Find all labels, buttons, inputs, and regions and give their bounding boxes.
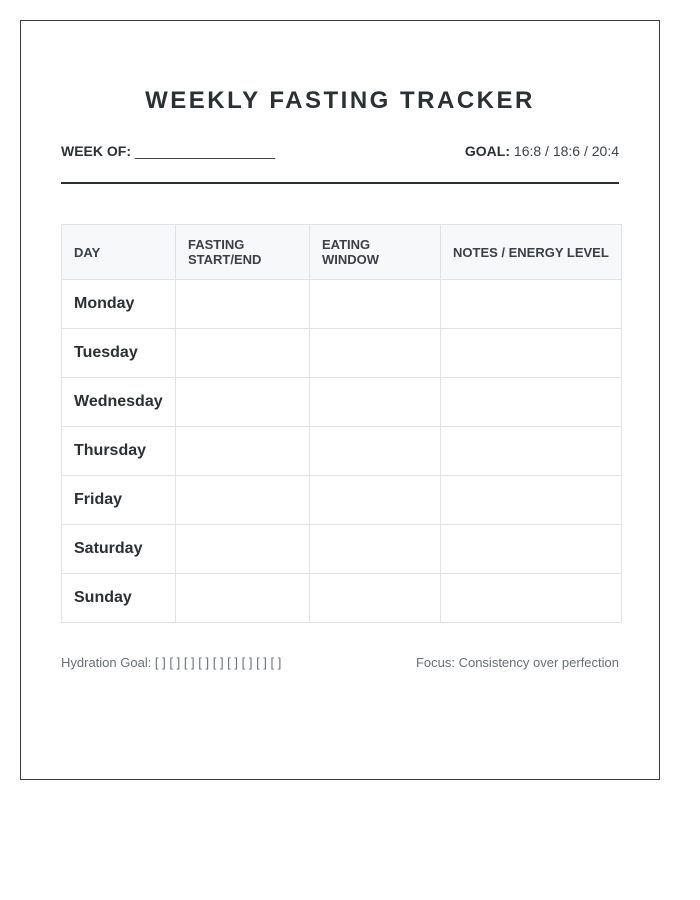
eating-window-cell xyxy=(310,574,441,623)
notes-cell xyxy=(441,476,622,525)
page-title: WEEKLY FASTING TRACKER xyxy=(145,87,535,114)
fasting-cell xyxy=(176,476,310,525)
header-divider xyxy=(61,182,619,184)
notes-cell xyxy=(441,574,622,623)
column-header-notes-text: NOTES / ENERGY LEVEL xyxy=(453,244,609,260)
column-header-eating-line1: EATING xyxy=(322,237,371,252)
column-header-eating xyxy=(310,225,441,280)
table-row xyxy=(62,280,622,329)
table-header-row xyxy=(62,225,622,280)
column-header-day-text: DAY xyxy=(74,244,101,260)
table-row xyxy=(62,476,622,525)
column-header-fasting-line1: FASTING xyxy=(188,237,245,252)
fasting-cell xyxy=(176,574,310,623)
table-row xyxy=(62,525,622,574)
notes-cell xyxy=(441,525,622,574)
notes-cell xyxy=(441,378,622,427)
table-row xyxy=(62,574,622,623)
column-header-eating-line2: WINDOW xyxy=(322,252,380,267)
eating-window-cell xyxy=(310,280,441,329)
fasting-cell xyxy=(176,378,310,427)
day-cell: Tuesday xyxy=(62,329,176,378)
fasting-cell xyxy=(176,525,310,574)
eating-window-cell xyxy=(310,329,441,378)
day-cell: Friday xyxy=(62,476,176,525)
column-header-notes xyxy=(441,225,622,280)
tracker-sheet xyxy=(20,20,660,780)
day-cell: Wednesday xyxy=(62,378,176,427)
table-row xyxy=(62,329,622,378)
day-cell: Thursday xyxy=(62,427,176,476)
meta-row xyxy=(61,143,619,163)
goal-field xyxy=(465,143,619,159)
focus-note: Focus: Consistency over perfection xyxy=(415,655,619,670)
hydration-goal: Hydration Goal: [ ] [ ] [ ] [ ] [ ] [ ] [ ] [ ] [ ] xyxy=(61,655,282,670)
eating-window-cell xyxy=(310,378,441,427)
notes-cell xyxy=(441,329,622,378)
day-cell: Saturday xyxy=(62,525,176,574)
fasting-cell xyxy=(176,427,310,476)
week-of-label: WEEK OF: xyxy=(61,143,131,159)
column-header-fasting xyxy=(176,225,310,280)
fasting-cell xyxy=(176,329,310,378)
eating-window-cell xyxy=(310,476,441,525)
notes-cell xyxy=(441,280,622,329)
eating-window-cell xyxy=(310,427,441,476)
week-of-blank: __________________ xyxy=(134,143,276,159)
day-cell: Monday xyxy=(62,280,176,329)
table-row xyxy=(62,378,622,427)
week-of-field xyxy=(61,143,275,159)
day-cell: Sunday xyxy=(62,574,176,623)
table-row xyxy=(62,427,622,476)
goal-value: 16:8 / 18:6 / 20:4 xyxy=(513,143,619,159)
column-header-day xyxy=(62,225,176,280)
eating-window-cell xyxy=(310,525,441,574)
notes-cell xyxy=(441,427,622,476)
column-header-fasting-line2: START/END xyxy=(188,252,262,267)
goal-label: GOAL: xyxy=(464,143,511,159)
fasting-cell xyxy=(176,280,310,329)
fasting-table xyxy=(61,224,622,623)
